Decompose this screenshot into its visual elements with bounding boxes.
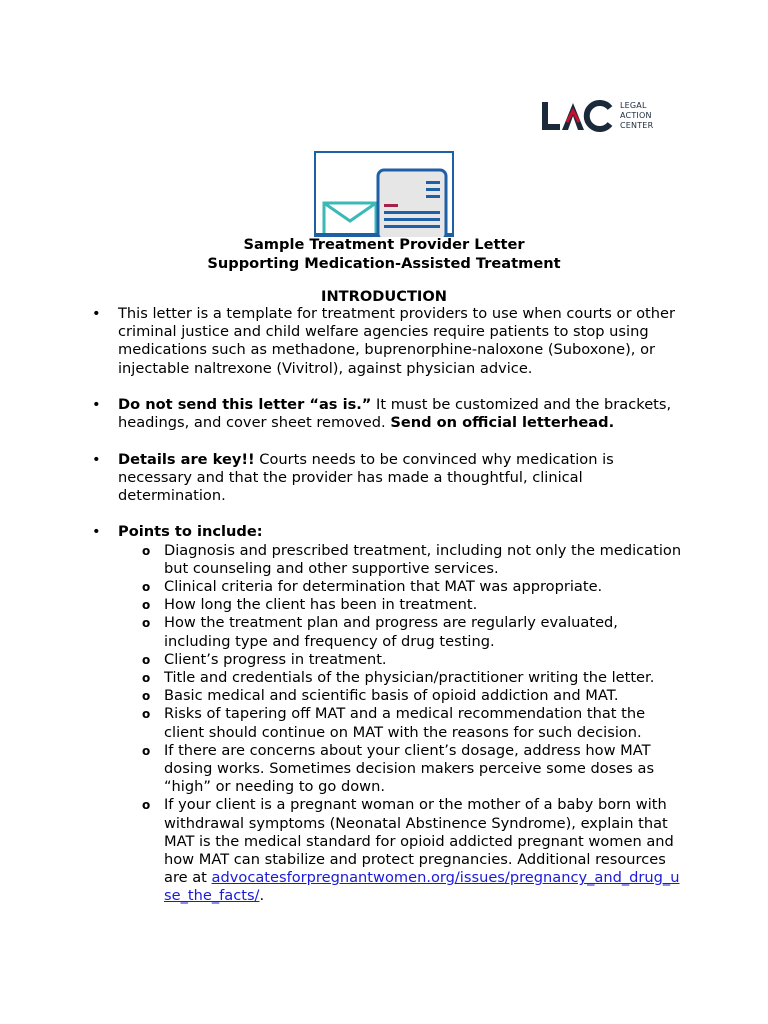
document-title-line-2: Supporting Medication-Assisted Treatment	[207, 255, 561, 272]
point-text: Risks of tapering off MAT and a medical recommendation that the client should continue on MAT with the reasons for such decision.	[164, 705, 646, 741]
envelope-letter-icon	[314, 151, 454, 237]
list-item	[92, 651, 682, 669]
lac-wordmark-logo	[540, 98, 614, 134]
bullet-bold-lead: Do not send this letter “as is.”	[118, 396, 372, 413]
bullet-bold-tail: Send on official letterhead.	[390, 414, 615, 432]
list-item	[92, 687, 682, 705]
bullet-bold-lead: Points to include:	[118, 523, 263, 541]
bullet-details-are-key	[92, 451, 682, 506]
introduction-heading: INTRODUCTION	[321, 288, 447, 305]
logo-line-legal: LEGAL	[620, 101, 647, 110]
bullet-marker: •	[92, 305, 101, 322]
list-item	[92, 705, 682, 741]
point-text: Basic medical and scientific basis of opioid addiction and MAT.	[164, 687, 619, 705]
point-text: If there are concerns about your client’s dosage, address how MAT dosing works. Sometimes decision makers perceive some doses as “high” or needing to go down.	[164, 741, 655, 796]
link-suffix: .	[259, 887, 265, 905]
point-text: Title and credentials of the physician/practitioner writing the letter.	[164, 669, 655, 687]
resources-link[interactable]: advocatesforpregnantwomen.org/issues/pregnancy_and_drug_use_the_facts/	[164, 869, 680, 905]
list-item	[92, 796, 682, 905]
bullet-do-not-send	[92, 396, 682, 432]
sub-bullet-marker: o	[142, 652, 151, 667]
list-item	[92, 542, 682, 578]
document-title-line-1: Sample Treatment Provider Letter	[243, 236, 525, 253]
sub-bullet-marker: o	[142, 543, 151, 558]
bullet-points-to-include	[92, 523, 682, 541]
logo-subtitle	[620, 101, 653, 131]
list-item	[92, 614, 682, 650]
bullet-marker: •	[92, 523, 101, 541]
sub-bullet-marker: o	[142, 798, 151, 813]
sub-bullet-marker: o	[142, 671, 151, 686]
point-text: Diagnosis and prescribed treatment, including not only the medication but counseling and other supportive services.	[164, 541, 682, 577]
bullet-marker: •	[92, 396, 101, 413]
list-item	[92, 742, 682, 797]
sub-bullet-marker: o	[142, 580, 151, 594]
legal-action-center-logo	[540, 98, 660, 134]
point-text: If your client is a pregnant woman or the mother of a baby born with withdrawal symptoms (Neonatal Abstinence Syndrome), explain that MAT is the medical standard for opioid addicted pregnant women and how MAT can stabilize and protect pregnancies. Additional resources are at	[164, 796, 674, 887]
point-text: How the treatment plan and progress are regularly evaluated, including type and frequency of drug testing.	[164, 614, 618, 650]
introduction-content	[92, 305, 682, 906]
logo-line-center: CENTER	[620, 121, 654, 130]
bullet-text: Courts needs to be convinced why medication is necessary and that the provider has made a thoughtful, clinical determination.	[118, 450, 614, 504]
logo-line-action: ACTION	[620, 111, 652, 120]
sub-bullet-marker: o	[142, 743, 151, 758]
points-list	[92, 542, 682, 906]
sub-bullet-marker: o	[142, 689, 151, 704]
point-text: How long the client has been in treatment.	[164, 596, 478, 614]
bullet-text: This letter is a template for treatment providers to use when courts or other criminal justice and child welfare agencies require patients to stop using medications such as methadone, buprenorphine-naloxone (Suboxone), or injectable naltrexone (Vivitrol), against physician advice.	[118, 305, 675, 377]
sub-bullet-marker: o	[142, 598, 151, 613]
point-text: Client’s progress in treatment.	[164, 650, 387, 668]
bullet-marker: •	[92, 450, 101, 468]
sub-bullet-marker: o	[142, 707, 151, 722]
list-item	[92, 578, 682, 596]
list-item	[92, 669, 682, 687]
bullet-text: It must be customized and the brackets, headings, and cover sheet removed.	[118, 396, 672, 432]
bullet-bold-lead: Details are key!!	[118, 450, 255, 468]
point-text: Clinical criteria for determination that MAT was appropriate.	[164, 578, 603, 595]
bullet-template-description	[92, 305, 682, 378]
list-item	[92, 596, 682, 614]
sub-bullet-marker: o	[142, 616, 151, 631]
